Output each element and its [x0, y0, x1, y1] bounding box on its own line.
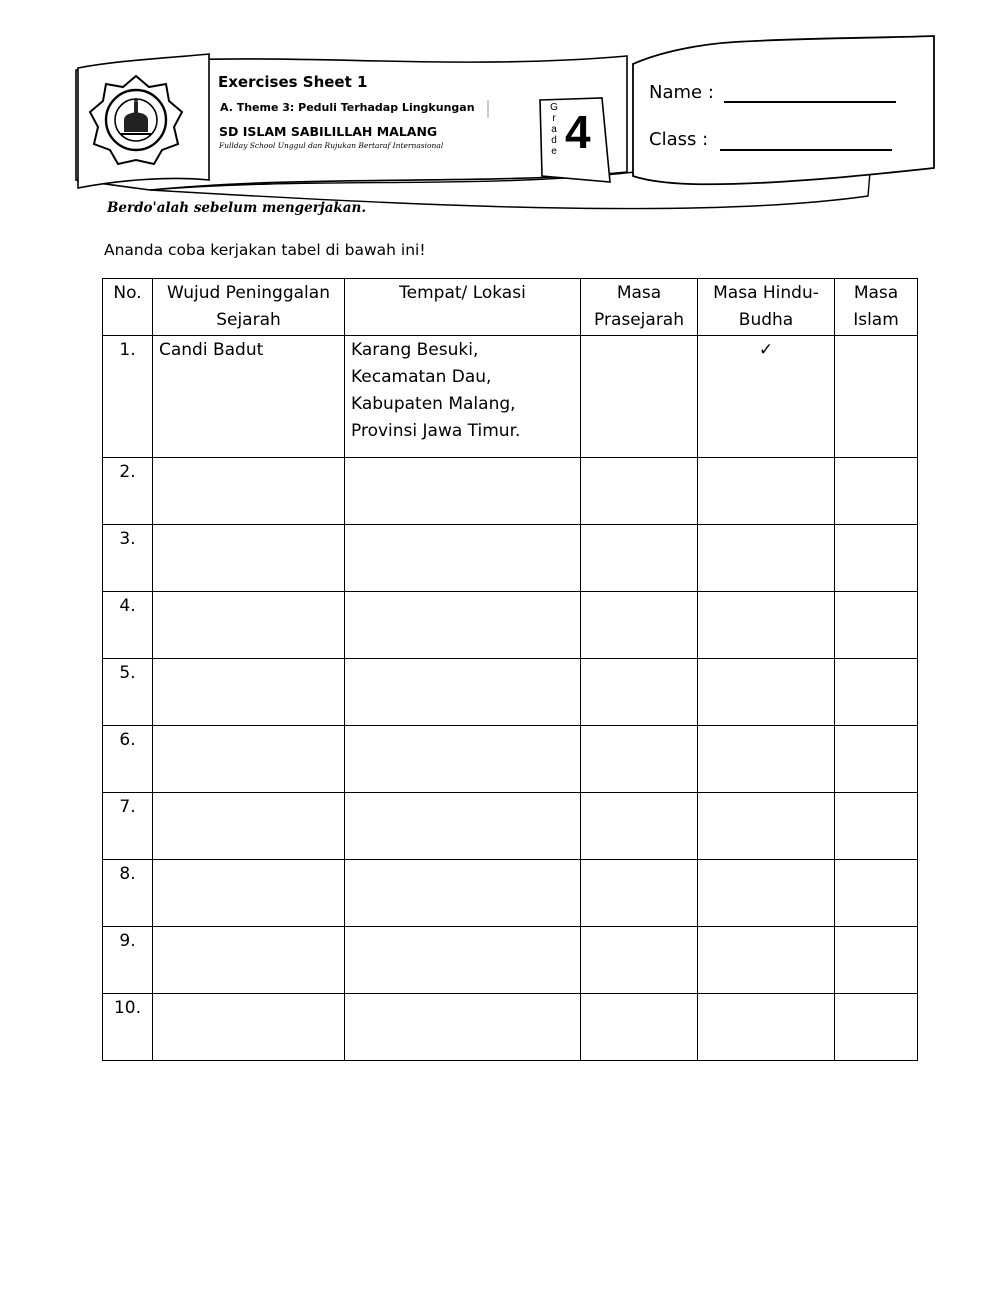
cell-islam[interactable]	[835, 994, 918, 1061]
cell-lokasi[interactable]	[345, 793, 581, 860]
cell-lokasi[interactable]	[345, 726, 581, 793]
table-row	[103, 592, 918, 659]
cell-hindu-budha[interactable]	[698, 525, 835, 592]
cell-wujud[interactable]	[153, 927, 345, 994]
cell-prasejarah[interactable]	[581, 458, 698, 525]
cell-lokasi[interactable]	[345, 860, 581, 927]
cell-prasejarah[interactable]	[581, 525, 698, 592]
worksheet-table	[102, 278, 918, 1061]
cell-wujud[interactable]	[153, 994, 345, 1061]
grade-letter: r	[552, 113, 556, 124]
name-label: Name :	[649, 82, 714, 103]
cell-islam[interactable]	[835, 860, 918, 927]
cell-lokasi[interactable]	[345, 659, 581, 726]
cell-wujud[interactable]: Candi Badut	[153, 336, 345, 458]
cell-wujud[interactable]	[153, 659, 345, 726]
cell-hindu-budha[interactable]	[698, 458, 835, 525]
cell-islam[interactable]	[835, 726, 918, 793]
grade-number: 4	[565, 106, 591, 158]
header-hindu-budha: Masa Hindu-Budha	[698, 279, 835, 336]
cell-no: 5.	[103, 659, 153, 726]
grade-letter: a	[551, 124, 557, 135]
header-wujud: Wujud Peninggalan Sejarah	[153, 279, 345, 336]
cell-no: 3.	[103, 525, 153, 592]
prayer-text: Berdo'alah sebelum mengerjakan.	[107, 200, 367, 216]
table-row	[103, 458, 918, 525]
cell-hindu-budha[interactable]: ✓	[698, 336, 835, 458]
header-no: No.	[103, 279, 153, 336]
cell-wujud[interactable]	[153, 726, 345, 793]
cell-hindu-budha[interactable]	[698, 592, 835, 659]
cell-prasejarah[interactable]	[581, 336, 698, 458]
cell-no: 6.	[103, 726, 153, 793]
table-row	[103, 659, 918, 726]
header-islam: Masa Islam	[835, 279, 918, 336]
cell-islam[interactable]	[835, 927, 918, 994]
instruction-text: Ananda coba kerjakan tabel di bawah ini!	[104, 241, 426, 259]
table-row	[103, 927, 918, 994]
header-banner	[0, 0, 1000, 230]
cell-islam[interactable]	[835, 525, 918, 592]
cell-islam[interactable]	[835, 793, 918, 860]
cell-wujud[interactable]	[153, 793, 345, 860]
table-row	[103, 860, 918, 927]
cell-hindu-budha[interactable]	[698, 860, 835, 927]
grade-letter: G	[550, 102, 558, 113]
cell-prasejarah[interactable]	[581, 994, 698, 1061]
cell-hindu-budha[interactable]	[698, 659, 835, 726]
grade-letter: d	[551, 135, 557, 146]
cell-no: 9.	[103, 927, 153, 994]
name-class-box	[633, 36, 934, 184]
sheet-title: Exercises Sheet 1	[218, 73, 368, 91]
cell-prasejarah[interactable]	[581, 793, 698, 860]
theme-line: A. Theme 3: Peduli Terhadap Lingkungan	[220, 101, 475, 114]
cell-hindu-budha[interactable]	[698, 994, 835, 1061]
table-row	[103, 994, 918, 1061]
cell-prasejarah[interactable]	[581, 659, 698, 726]
cell-islam[interactable]	[835, 458, 918, 525]
cell-lokasi[interactable]	[345, 592, 581, 659]
table-row	[103, 726, 918, 793]
cell-islam[interactable]	[835, 336, 918, 458]
grade-label	[549, 102, 559, 157]
cell-no: 7.	[103, 793, 153, 860]
cell-no: 1.	[103, 336, 153, 458]
cell-prasejarah[interactable]	[581, 726, 698, 793]
school-name: SD ISLAM SABILILLAH MALANG	[219, 124, 438, 139]
cell-wujud[interactable]	[153, 860, 345, 927]
cell-hindu-budha[interactable]	[698, 793, 835, 860]
school-tagline: Fullday School Unggul dan Rujukan Bertaraf Internasional	[219, 141, 444, 150]
cell-wujud[interactable]	[153, 525, 345, 592]
cell-lokasi[interactable]	[345, 994, 581, 1061]
cell-no: 8.	[103, 860, 153, 927]
cell-islam[interactable]	[835, 592, 918, 659]
cell-wujud[interactable]	[153, 592, 345, 659]
cell-no: 2.	[103, 458, 153, 525]
cell-lokasi[interactable]	[345, 458, 581, 525]
table-row	[103, 336, 918, 458]
header-prasejarah: Masa Prasejarah	[581, 279, 698, 336]
cell-islam[interactable]	[835, 659, 918, 726]
table-header-row	[103, 279, 918, 336]
table-row	[103, 793, 918, 860]
grade-letter: e	[551, 146, 557, 157]
cell-lokasi[interactable]: Karang Besuki, Kecamatan Dau, Kabupaten Malang, Provinsi Jawa Timur.	[345, 336, 581, 458]
cell-wujud[interactable]	[153, 458, 345, 525]
cell-hindu-budha[interactable]	[698, 726, 835, 793]
cell-prasejarah[interactable]	[581, 592, 698, 659]
class-label: Class :	[649, 129, 709, 150]
cell-lokasi[interactable]	[345, 525, 581, 592]
cell-no: 10.	[103, 994, 153, 1061]
cell-no: 4.	[103, 592, 153, 659]
cell-prasejarah[interactable]	[581, 860, 698, 927]
cell-lokasi[interactable]	[345, 927, 581, 994]
header-lokasi: Tempat/ Lokasi	[345, 279, 581, 336]
cell-prasejarah[interactable]	[581, 927, 698, 994]
cell-hindu-budha[interactable]	[698, 927, 835, 994]
table-row	[103, 525, 918, 592]
